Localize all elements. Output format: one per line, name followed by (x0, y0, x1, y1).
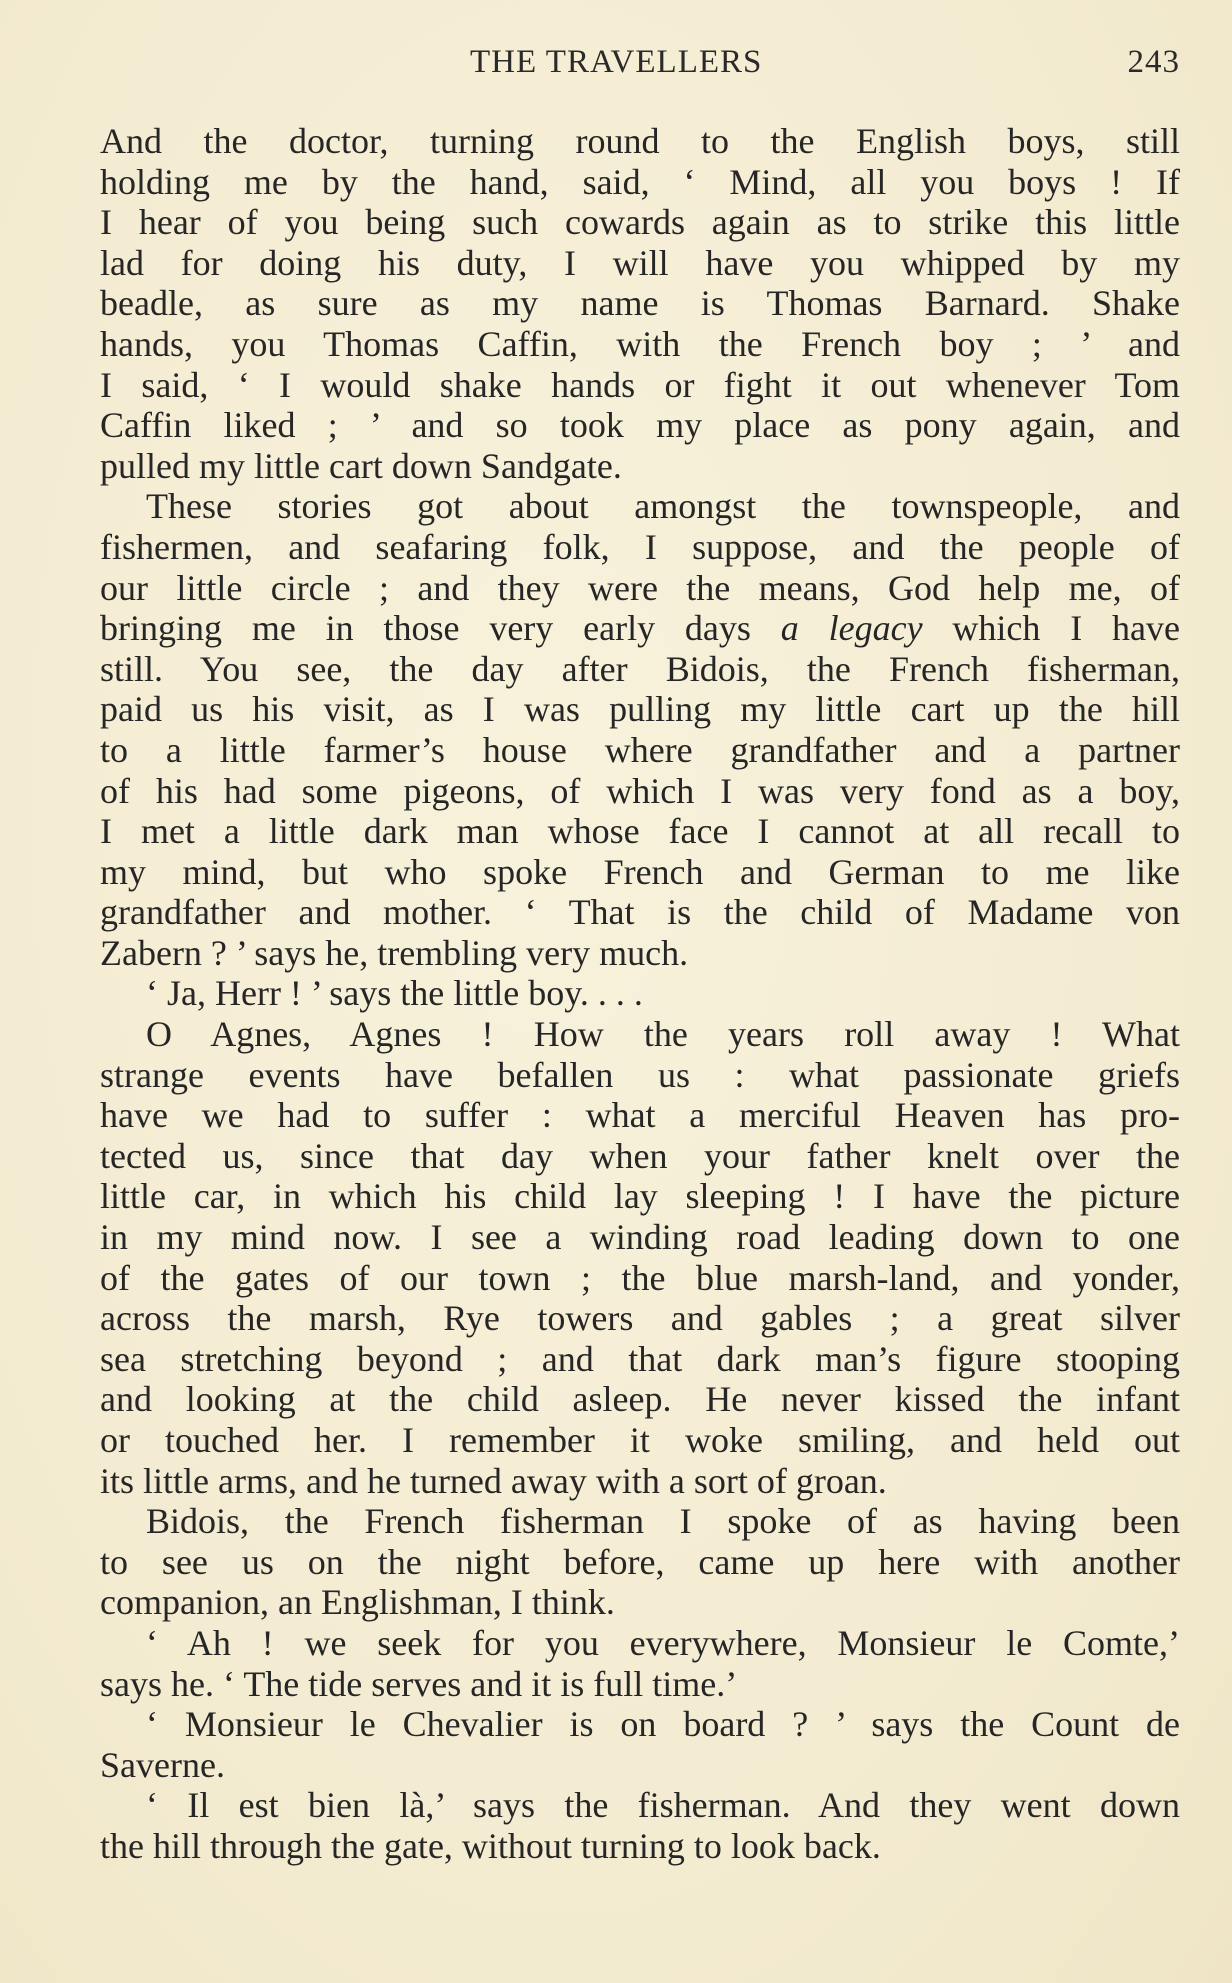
text-line: Caffin liked ; ’ and so took my place as pony again, and (100, 405, 1180, 446)
text-line: pulled my little cart down Sandgate. (100, 445, 622, 486)
text-line: Saverne. (100, 1744, 225, 1785)
text-line: of his had some pigeons, of which I was very fond as a boy, (100, 770, 1180, 811)
text-line: the hill through the gate, without turning to look back. (100, 1825, 881, 1866)
text-line: fishermen, and seafaring folk, I suppose, and the people of (100, 526, 1180, 567)
paragraph-start-line: Bidois, the French fisherman I spoke of as having been (146, 1501, 1180, 1542)
text-segment: which I have (952, 608, 1180, 649)
text-line: across the marsh, Rye towers and gables ; a great silver (100, 1298, 1180, 1339)
text-line: hands, you Thomas Caffin, with the French boy ; ’ and (100, 323, 1180, 364)
text-line: I met a little dark man whose face I cannot at all recall to (100, 811, 1180, 852)
text-line: to a little farmer’s house where grandfather and a partner (100, 729, 1180, 770)
text-line: beadle, as sure as my name is Thomas Barnard. Shake (100, 283, 1180, 324)
text-line: to see us on the night before, came up here with another (100, 1541, 1180, 1582)
paragraph-start-line: ‘ Il est bien là,’ says the fisherman. And they went down (146, 1785, 1180, 1826)
text-line: grandfather and mother. ‘ That is the child of Madame von (100, 892, 1180, 933)
text-segment: bringing me in those very early days (100, 608, 751, 649)
text-line: or touched her. I remember it woke smiling, and held out (100, 1420, 1180, 1460)
text-line: my mind, but who spoke French and German to me like (100, 851, 1180, 892)
paragraph-start-line: ‘ Ja, Herr ! ’ says the little boy. . . . (146, 973, 643, 1014)
text-line: holding me by the hand, said, ‘ Mind, all you boys ! If (100, 161, 1180, 202)
paragraph-start-line: ‘ Ah ! we seek for you everywhere, Monsieur le Comte,’ (146, 1622, 1180, 1663)
page-number: 243 (1127, 44, 1180, 80)
text-line: of the gates of our town ; the blue marsh-land, and yonder, (100, 1257, 1180, 1298)
text-line: paid us his visit, as I was pulling my little cart up the hill (100, 689, 1180, 730)
paragraph-start-line: O Agnes, Agnes ! How the years roll away ! What (146, 1014, 1180, 1055)
text-line: its little arms, and he turned away with a sort of groan. (100, 1460, 887, 1501)
text-line: lad for doing his duty, I will have you whipped by my (100, 242, 1180, 283)
text-line: Zabern ? ’ says he, trembling very much. (100, 932, 689, 973)
text-line: And the doctor, turning round to the English boys, still (100, 121, 1180, 161)
paragraph-start-line: These stories got about amongst the townspeople, and (146, 486, 1180, 527)
text-line: our little circle ; and they were the means, God help me, of (100, 567, 1180, 608)
italic-phrase: a legacy (780, 608, 923, 649)
text-line: and looking at the child asleep. He never kissed the infant (100, 1379, 1180, 1420)
text-line: in my mind now. I see a winding road leading down to one (100, 1217, 1180, 1258)
body-text (100, 121, 1180, 1867)
text-line: companion, an Englishman, I think. (100, 1582, 615, 1623)
text-line: tected us, since that day when your father knelt over the (100, 1135, 1180, 1176)
text-line: still. You see, the day after Bidois, the French fisherman, (100, 648, 1180, 689)
text-line-with-italic (100, 608, 1180, 649)
text-line: I said, ‘ I would shake hands or fight it out whenever Tom (100, 364, 1180, 405)
text-line: I hear of you being such cowards again as to strike this little (100, 202, 1180, 243)
running-title: THE TRAVELLERS (470, 44, 763, 80)
paragraph-start-line: ‘ Monsieur le Chevalier is on board ? ’ says the Count de (146, 1704, 1180, 1745)
text-line: sea stretching beyond ; and that dark man’s figure stooping (100, 1338, 1180, 1379)
page-header (100, 44, 1180, 84)
text-line: have we had to suffer : what a merciful Heaven has pro- (100, 1095, 1180, 1136)
text-line: strange events have befallen us : what passionate griefs (100, 1054, 1180, 1095)
text-line: little car, in which his child lay sleeping ! I have the picture (100, 1176, 1180, 1217)
text-line: says he. ‘ The tide serves and it is full time.’ (100, 1663, 738, 1704)
